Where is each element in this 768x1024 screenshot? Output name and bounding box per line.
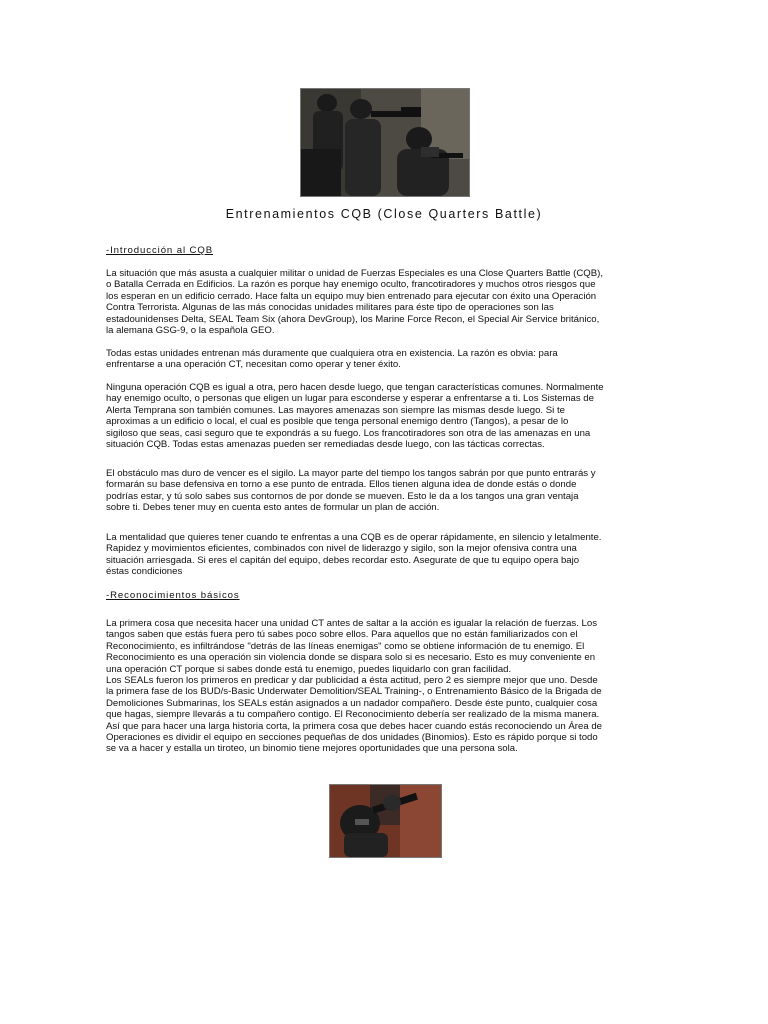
text-line: La primera cosa que necesita hacer una unidad CT antes de saltar a la acción es igualar la relación de fuerzas. Los (106, 618, 597, 629)
text-line: que hagas, siempre llevarás a tu compañero contigo. El Reconocimiento debería ser realizado de la misma manera. (106, 709, 600, 721)
paragraph-intro-2 (106, 348, 662, 371)
text-line: Reconocimiento, es infiltrándose "detrás de las líneas enemigas" como se obtiene información de tu enemigo. El (106, 640, 585, 652)
section-heading-introduccion: -Introducción al CQB (106, 245, 214, 256)
paragraph-intro-4 (106, 468, 662, 514)
text-line: sigiloso que seas, casi seguro que te expondrás a su fuego. Los francotiradores son otra de las amenazas en una (106, 427, 591, 439)
document-title: Entrenamientos CQB (Close Quarters Battle) (225, 207, 543, 221)
text-line: situación arriesgada. Si eres el capitán del equipo, debes recordar esto. Asegurate de que tu equipo opera bajo (106, 554, 580, 566)
text-line: El obstáculo mas duro de vencer es el sigilo. La mayor parte del tiempo los tangos sabrán por que punto entrarás y (106, 468, 596, 479)
text-line: formarán su base defensiva en torno a ese punto de entrada. Ellos tienen alguna idea de donde estás o donde (106, 479, 577, 491)
text-line: Todas estas unidades entrenan más duramente que cualquiera otra en existencia. La razón es obvia: para (106, 348, 558, 359)
text-line: Contra Terrorista. Algunas de las más conocidas unidades militares para éste tipo de operaciones son las (106, 302, 554, 314)
text-line: sobre ti. Debes tener muy en cuenta esto antes de formular un plan de acción. (106, 502, 440, 514)
text-line: Demoliciones Submarinas, los SEALs están asignados a un nadador compañero. Desde éste punto, cualquier cosa (106, 697, 598, 709)
text-line: se va a hacer y estalla un tiroteo, un binomio tiene mejores oportunidades que una persona sola. (106, 743, 518, 755)
paragraph-intro-3 (106, 382, 662, 450)
text-line: La situación que más asusta a cualquier militar o unidad de Fuerzas Especiales es una Close Quarters Battle (CQB), (106, 268, 603, 279)
text-line: éstas condiciones (106, 566, 183, 578)
text-line: Así que para hacer una larga historia corta, la primera cosa que debes hacer cuando estás reconociendo un Área de (106, 720, 602, 732)
paragraph-recon-1 (106, 618, 662, 755)
text-line: Rapidez y movimientos eficientes, combinados con nivel de liderazgo y sigilo, son la mejor ofensiva contra una (106, 543, 577, 555)
text-line: Operaciones es dividir el equipo en secciones pequeñas de dos unidades (Binomios). Esto es rápido porque si todo (106, 732, 598, 744)
text-line: Ninguna operación CQB es igual a otra, pero hacen desde luego, que tengan características comunes. Normalmente (106, 382, 604, 393)
cqb-soldiers-illustration (301, 89, 469, 196)
text-line: tangos saben que estás fuera pero tú sabes poco sobre ellos. Para aquellos que no están familiarizados con el (106, 629, 578, 641)
text-line: la primera fase de los BUD/s-Basic Underwater Demolition/SEAL Training-, o Entrenamiento Básico de la Brigada de (106, 686, 602, 698)
paragraph-intro-1 (106, 268, 662, 336)
text-line: podrías estar, y tú solo sabes sus contornos de por donde se mueven. Esto le da a los tangos una gran ventaja (106, 490, 579, 502)
text-line: hay enemigo oculto, o personas que eligen un lugar para esconderse y esperar a enfrentarse a ti. Los Sistemas de (106, 393, 594, 405)
text-line: Reconocimiento es una operación sin violencia donde se dispara solo si es necesario. Esto es muy conveniente en (106, 652, 596, 664)
cqb-closeup-illustration (330, 785, 441, 857)
text-line: Los SEALs fueron los primeros en predicar y dar publicidad a ésta actitud, pero 2 es siempre mejor que uno. Desde (106, 675, 598, 687)
text-line: aproximas a un edificio o local, el cual es posible que tenga personal enemigo dentro (Tangos), a pesar de lo (106, 416, 569, 428)
text-line: estadounidenses Delta, SEAL Team Six (ahora DevGroup), los Marine Force Recon, el Special Air Service británico, (106, 313, 600, 325)
paragraph-intro-5 (106, 532, 662, 578)
cqb-closeup-photo (329, 784, 442, 858)
text-line: una operación CT porque si sabes donde está tu enemigo, puedes liquidarlo con gran facilidad. (106, 663, 512, 675)
section-heading-reconocimientos: -Reconocimientos básicos (106, 590, 240, 601)
text-line: los esperan en un edificio cerrado. Hace falta un equipo muy bien entrenado para ejecutar con éxito una Operación (106, 290, 597, 302)
text-line: Alerta Temprana son también comunes. Las mayores amenazas son siempre las mismas desde luego. Si te (106, 404, 565, 416)
text-line: enfrentarse a una operación CT, necesitan como operar y tener éxito. (106, 359, 401, 371)
text-line: La mentalidad que quieres tener cuando te enfrentas a una CQB es de operar rápidamente, en silencio y letalmente. (106, 532, 602, 543)
text-line: o Batalla Cerrada en Edificios. La razón es porque hay enemigo oculto, francotiradores y muchos otros riesgos que (106, 279, 596, 291)
text-line: situación CQB. Todas estas amenazas pueden ser remediadas desde luego, con las tácticas correctas. (106, 439, 545, 451)
text-line: la alemana GSG-9, o la española GEO. (106, 325, 275, 337)
cqb-soldiers-photo (300, 88, 470, 197)
